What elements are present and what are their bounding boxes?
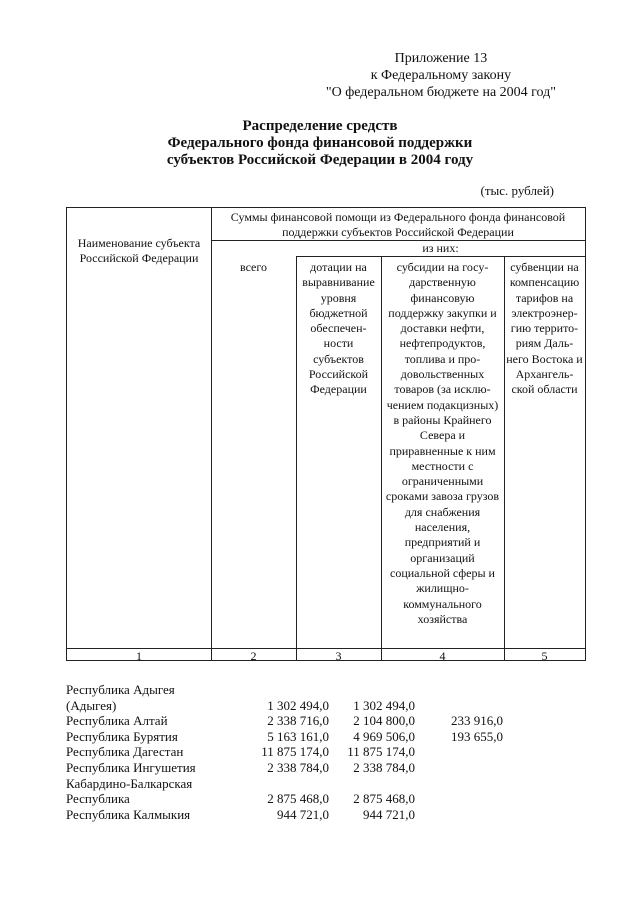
dotation-value: 11 875 174,0 — [347, 744, 415, 760]
column-number-1: 1 — [136, 649, 142, 663]
table-row — [66, 713, 586, 729]
table-row — [66, 682, 586, 713]
column-number-2: 2 — [250, 649, 257, 663]
table-body — [66, 682, 586, 822]
title-line-1: Распределение средств — [242, 118, 398, 134]
appendix-note — [326, 50, 556, 101]
table-row — [66, 807, 586, 823]
table-row — [66, 776, 586, 807]
dotation-value: 1 302 494,0 — [353, 697, 415, 713]
title-line-2: Федерального фонда финансовой поддержки — [167, 135, 473, 151]
header-subsidy: субсидии на госу-дарственную финансовую поддержку закупки и доставки нефти, нефтепродуктов, топлива и про-довольственных товаров (за исклю-чением подакцизных) в районы Крайнего Севера и приравненные к ним местности с ограниченными сроками завоза грузов для снабжения населения, предприятий и организаций социальной сферы и жилищно-коммунального хозяйства — [385, 260, 500, 626]
column-number-4: 4 — [439, 649, 446, 663]
table-header — [66, 207, 586, 661]
table-row — [66, 760, 586, 776]
total-value: 2 338 716,0 — [267, 713, 329, 729]
subsidy-value: 233 916,0 — [451, 713, 503, 729]
document-title — [60, 118, 580, 169]
dotation-value: 4 969 506,0 — [353, 728, 415, 744]
region-name: Республика Калмыкия — [66, 806, 191, 822]
units-label: (тыс. рублей) — [480, 183, 554, 198]
dotation-value: 2 104 800,0 — [353, 713, 415, 729]
table-row — [66, 744, 586, 760]
region-name: Республика Адыгея (Адыгея) — [66, 682, 175, 713]
title-line-3: субъектов Российской Федерации в 2004 году — [166, 152, 474, 168]
total-value: 2 875 468,0 — [267, 791, 329, 807]
header-of-which: из них: — [422, 241, 459, 255]
appendix-line-3: "О федеральном бюджете на 2004 год" — [325, 85, 556, 100]
header-subvention: субвенции на компенсацию тарифов на электроэнер-гию террито-риям Даль-него Востока и Архангель-ской области — [506, 260, 583, 397]
dotation-value: 2 338 784,0 — [353, 759, 415, 775]
region-name: Республика Бурятия — [66, 728, 178, 744]
region-name: Республика Алтай — [66, 713, 168, 729]
column-number-3: 3 — [335, 649, 342, 663]
header-name-column: Наименование субъекта Российской Федерации — [77, 236, 201, 266]
appendix-line-1: Приложение 13 — [394, 51, 488, 66]
region-name: Республика Дагестан — [66, 744, 184, 760]
dotation-value: 2 875 468,0 — [353, 791, 415, 807]
header-group: Суммы финансовой помощи из Федерального фонда финансовой поддержки субъектов Российской Федерации — [230, 210, 566, 240]
total-value: 2 338 784,0 — [267, 759, 329, 775]
total-value: 5 163 161,0 — [267, 728, 329, 744]
header-total: всего — [239, 260, 268, 274]
appendix-line-2: к Федеральному закону — [370, 68, 512, 83]
dotation-value: 944 721,0 — [363, 806, 415, 822]
total-value: 944 721,0 — [277, 806, 329, 822]
header-dotation: дотации на выравнивание уровня бюджетной обеспечен-ности субъектов Российской Федерации — [302, 260, 375, 397]
total-value: 1 302 494,0 — [267, 697, 329, 713]
region-name: Республика Ингушетия — [66, 759, 196, 775]
subsidy-value: 193 655,0 — [451, 728, 503, 744]
total-value: 11 875 174,0 — [261, 744, 329, 760]
column-number-5: 5 — [541, 649, 548, 663]
region-name: Кабардино-Балкарская Республика — [66, 775, 193, 807]
table-row — [66, 729, 586, 745]
